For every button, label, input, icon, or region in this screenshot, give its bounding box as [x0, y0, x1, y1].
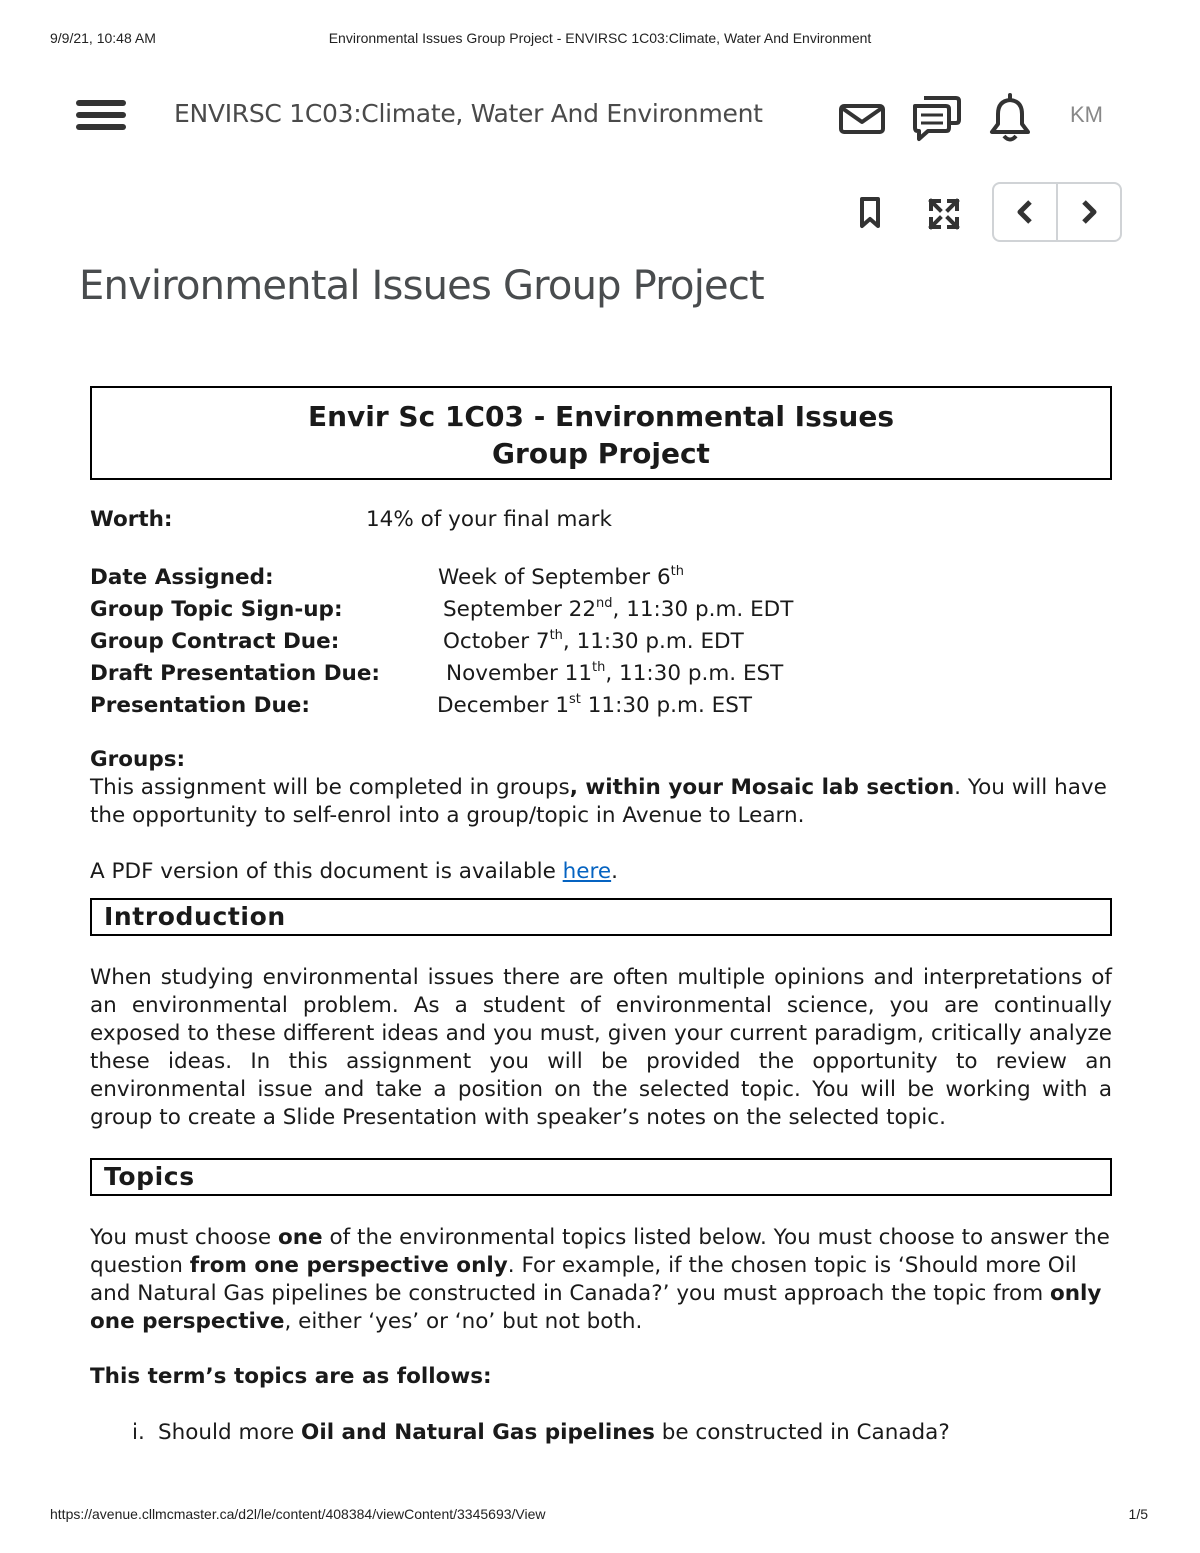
content-toolbar — [0, 182, 1200, 246]
groups-text: This assignment will be completed in groups, within your Mosaic lab section. You will have the opportunity to self-enrol into a group/topic in Avenue to Learn. — [90, 775, 1107, 828]
date-row — [90, 660, 1112, 692]
print-page-number: 1/5 — [1128, 1506, 1148, 1522]
introduction-text: When studying environmental issues there are often multiple opinions and interpretations of an environmental problem. As a student of environmental science, you are continually exposed to these different ideas and you must, given your current paradigm, critically analyze these ideas. In this assignment you will be provided the opportunity to review an environmental issue and take a position on the selected topic. You will be working with a group to create a Slide Presentation with speaker’s notes on the selected topic. — [90, 965, 1112, 1130]
page-title: Environmental Issues Group Project — [79, 263, 764, 309]
date-row — [90, 692, 1112, 724]
document-title-line2: Group Project — [492, 437, 710, 470]
date-label: Date Assigned: — [90, 565, 274, 590]
date-value: November 11th, 11:30 p.m. EST — [446, 660, 784, 686]
assignment-info — [90, 506, 1112, 724]
date-row — [90, 564, 1112, 596]
document-content — [90, 386, 1112, 1447]
hamburger-menu-icon[interactable] — [76, 100, 126, 136]
date-label: Draft Presentation Due: — [90, 661, 381, 686]
worth-value: 14% of your final mark — [366, 507, 612, 532]
pdf-note: A PDF version of this document is available here. — [90, 859, 618, 884]
topics-list — [90, 1419, 1112, 1447]
course-title[interactable]: ENVIRSC 1C03:Climate, Water And Environment — [174, 99, 763, 128]
user-avatar-initials[interactable]: KM — [1070, 102, 1103, 127]
bookmark-icon[interactable] — [858, 196, 882, 234]
worth-label: Worth: — [90, 507, 173, 532]
date-row — [90, 628, 1112, 660]
date-value: December 1st 11:30 p.m. EST — [437, 692, 752, 718]
bell-icon[interactable] — [984, 92, 1036, 144]
worth-row — [90, 506, 1112, 538]
introduction-heading: Introduction — [90, 898, 1112, 936]
document-title-line1: Envir Sc 1C03 - Environmental Issues — [307, 400, 895, 433]
chevron-left-icon[interactable] — [994, 184, 1056, 240]
topic-nav — [992, 182, 1122, 242]
chat-icon[interactable] — [910, 92, 962, 144]
course-navbar — [0, 88, 1200, 148]
topics-instructions: You must choose one of the environmental topics listed below. You must choose to answer the question from one perspective only. For example, if the chosen topic is ‘Should more Oil and Natural Gas pipelines be constructed in Canada?’ you must approach the topic from only one perspective, either ‘yes’ or ‘no’ but not both. — [90, 1225, 1110, 1334]
date-value: Week of September 6th — [438, 564, 684, 590]
date-label: Presentation Due: — [90, 693, 310, 718]
date-value: September 22nd, 11:30 p.m. EDT — [443, 596, 794, 622]
print-page-title: Environmental Issues Group Project - ENVIRSC 1C03:Climate, Water And Environment — [328, 30, 872, 46]
mail-icon[interactable] — [836, 92, 888, 144]
print-url: https://avenue.cllmcmaster.ca/d2l/le/content/408384/viewContent/3345693/View — [50, 1506, 546, 1522]
document-title-box — [90, 386, 1112, 480]
topics-heading: Topics — [90, 1158, 1112, 1196]
date-label: Group Topic Sign-up: — [90, 597, 343, 622]
date-row — [90, 596, 1112, 628]
fullscreen-icon[interactable] — [928, 198, 960, 234]
list-item: i. Should more Oil and Natural Gas pipelines be constructed in Canada? — [132, 1420, 950, 1445]
date-label: Group Contract Due: — [90, 629, 340, 654]
chevron-right-icon[interactable] — [1056, 184, 1120, 240]
pdf-link[interactable]: here — [562, 859, 612, 884]
date-value: October 7th, 11:30 p.m. EDT — [443, 628, 744, 654]
print-datetime: 9/9/21, 10:48 AM — [50, 30, 156, 46]
topics-list-heading: This term’s topics are as follows: — [90, 1364, 492, 1389]
groups-heading: Groups: — [90, 747, 186, 772]
